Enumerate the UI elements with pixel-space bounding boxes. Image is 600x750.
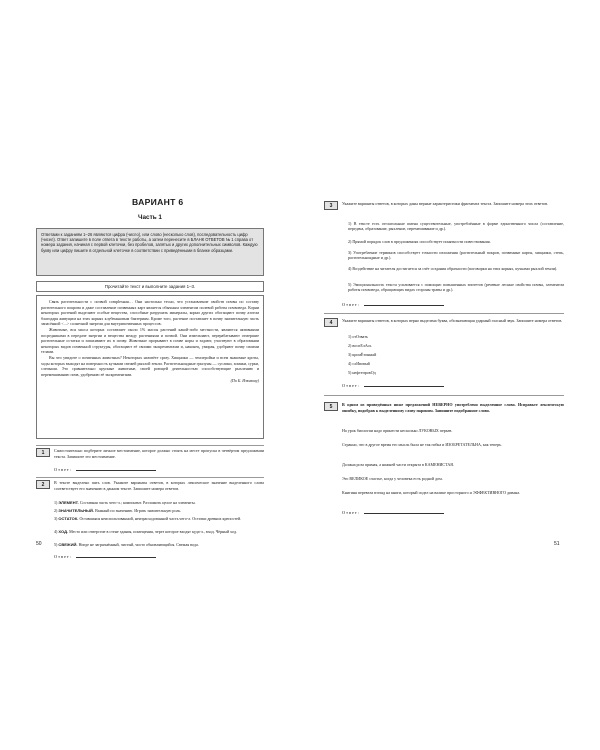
task-5-text: В одном из приведённых ниже предложений НЕВЕРНО употреблено выделенное слово. Исправьте лексическую ошибку, подобрав к выделенному слову пароним. Запишите подобранное слово. xyxy=(342,402,564,413)
task-1-answer[interactable] xyxy=(54,467,156,472)
task-2-option-1: 1) ЭЛЕМЕНТ. Составная часть чего-л.; компонент. Разложить целое на элементы. xyxy=(54,500,196,505)
read-prompt-box xyxy=(36,281,264,292)
text-paragraph-1: Связь растительности с почвой complexная… Они настолько тесно, что установление свойств почвы по составу растительного покрова и даже составление почвенных карт является обычным элементом полевой работы почвоведа. Корни некоторых растений выделяют особые вещества, способные разрушать минералы, корни других обогащают почву азотом благодаря живущим на этих корнях клубеньковым бактериям. Кроме того, растение поставляет в почву значительную часть запасённой <...> солнечной энергии для внутрипочвенных процессов. xyxy=(41,299,259,327)
task-5-sentence-2: Странно, что в другое время его мысль была не так гибка и ИЗОБРЕТАТЕЛЬНА, как теперь. xyxy=(342,442,502,447)
task-separator xyxy=(324,395,564,396)
task-2-option-4: 4) ХОД. Место или отверстие в стене здания, помещения, через которое входят куда-л., вход. Чёрный ход. xyxy=(54,529,238,534)
answer-field[interactable] xyxy=(364,386,444,387)
answer-label: Ответ: xyxy=(54,467,72,472)
task-number-2: 2 xyxy=(36,480,50,489)
task-2-option-3: 3) ОСТАТОК. Оставшаяся неиспользованной, неизрасходованной часть чего-л. Остатки древних крепостей. xyxy=(54,516,242,521)
instructions-box xyxy=(36,228,264,276)
task-separator xyxy=(36,477,264,478)
task-5-sentence-1: На урок биологии надо принести несколько ЛУКОВЫХ перьев. xyxy=(342,428,453,433)
task-3-text: Укажите варианты ответов, в которых даны верные характеристики фрагмента текста. Запишите номера этих ответов. xyxy=(342,201,549,206)
task-5-sentence-3: Должна роза прямая, а нижней части открыта в КАМЕНИСТАЯ. xyxy=(342,462,455,467)
task-4-option-2: 2) воспЕлАсь xyxy=(348,343,372,348)
part-title: Часть 1 xyxy=(138,214,162,221)
task-number-5: 5 xyxy=(324,402,338,411)
task-1-text: Самостоятельно подберите личное местоимение, которое должно стоять на месте пропуска в четвёртом предложении текста. Запишите это местоимение. xyxy=(54,448,264,459)
instructions-text: Ответами к заданиям 1–26 являются цифра (число), или слово (несколько слов), последовательность цифр (чисел). Ответ запишите в поле ответа в тексте работы, а затем перенесите в БЛАНК ОТВЕТОВ № 1 справа от номера задания, начиная с первой клеточки, без пробелов, запятых и других дополнительных символов. Каждую букву или цифру пишите в отдельной клеточке в соответствии с приведёнными в бланке образцами. xyxy=(41,232,258,253)
variant-title: ВАРИАНТ 6 xyxy=(132,197,184,207)
task-4-answer[interactable] xyxy=(342,383,444,388)
answer-label: Ответ: xyxy=(54,554,72,559)
answer-field[interactable] xyxy=(76,557,156,558)
page-number-left: 50 xyxy=(36,541,42,547)
task-4-text: Укажите варианты ответов, в которых верно выделена буква, обозначающая ударный гласный звук. Запишите номера ответов. xyxy=(342,318,563,323)
task-2-option-5: 5) СВЕЖИЙ. Нигде не загрязнённый, чистый, чисто обновляющийся. Свежая вода. xyxy=(54,542,199,547)
right-page xyxy=(300,0,600,750)
task-5-sentence-5: Книгиня перевела взгляд на книги, который сидел на валике просторного и ЭФФЕКТИВНОГО дивана. xyxy=(342,490,521,495)
task-5-sentence-4: Это ВЕЛИКОЕ счастье, когда у человека есть родной дом. xyxy=(342,476,443,481)
task-3-answer[interactable] xyxy=(342,302,444,307)
task-3-option-5: 5) Эмоциональность текста усиливается с помощью повышенных эпитетов (речевые лесные свойства почвы, элементом работы почвоведа, обращающих видах стороны травы и др.). xyxy=(348,282,564,293)
task-3-option-2: 2) Прямой порядок слов в предложениях способствует понятности повествования. xyxy=(348,239,491,244)
task-separator xyxy=(36,445,264,446)
task-2-option-2: 2) ЗНАЧИТЕЛЬНЫЙ. Важный по значению. Играть значительную роль. xyxy=(54,508,182,513)
task-4-option-1: 1) отОзвать xyxy=(348,334,368,339)
task-2-text: В тексте выделено пять слов. Укажите варианты ответов, в которых лексическое значение выделенного слова соответствует его значению в данном тексте. Запишите номера ответов. xyxy=(54,480,264,491)
text-author: (По Б. Изюмову) xyxy=(230,378,259,384)
read-prompt: Прочитайте текст и выполните задания 1–3. xyxy=(104,284,196,289)
answer-field[interactable] xyxy=(76,470,156,471)
reading-text xyxy=(36,295,264,439)
task-number-3: 3 xyxy=(324,201,338,210)
page-number-right: 51 xyxy=(554,541,560,547)
task-2-answer[interactable] xyxy=(54,554,156,559)
answer-field[interactable] xyxy=(364,305,444,306)
text-paragraph-2: Животные, вся масса которых составляет около 1% массы растений какой-либо местности, являются активными посредниками в передаче энергии и вещества между растениями и почвой. Они измельчают, перерабатывают отмершие растительные остатки и запахивают их в почву. Животные прорывают в почве норы и задают, участвуют в образовании некоторых видов почвенной структуры, обогащают её своими экскрементами и, наконец, умирая, удобряют почву своими телами. xyxy=(41,326,259,355)
answer-label: Ответ: xyxy=(342,383,360,388)
task-3-option-4: 4) Воздействие на читателя достигается за счёт создания образности (поговорки на этих корнях, кучками рыхлой земли). xyxy=(348,266,558,271)
task-5-answer[interactable] xyxy=(342,510,444,515)
answer-field[interactable] xyxy=(364,513,444,514)
answer-label: Ответ: xyxy=(342,302,360,307)
answer-label: Ответ: xyxy=(342,510,360,515)
task-number-4: 4 xyxy=(324,318,338,327)
task-separator xyxy=(324,313,564,314)
text-paragraph-3: Вы что увидите о почвенных животных? Некоторых назовёте сразу. Хищники — землеройки и всем знакомые кроты, ходы которых выходят на поверхность кучками свежей рыхлой земли. Растительноядные грызуны — суслики, хомяки, сурки, слепыши. Это сравнительно крупные животные, своей роющей деятельностью способствующие рыхлению и перемешиванию почв, удобрению её экскрементами. xyxy=(41,354,259,377)
task-4-option-4: 4) слИвовый xyxy=(348,361,370,366)
task-3-option-3: 3) Употребление терминов способствует точности изложения (растительный покров, почвенные карты, хищники, степь, растительноядные и др.). xyxy=(348,250,564,261)
task-3-option-1: 1) В тексте есть отглагольные имена существительные, употреблённые в форме единственного числа (составление, передача, образование, рыхление, перемешивание и др.). xyxy=(348,221,564,232)
task-number-1: 1 xyxy=(36,448,50,457)
task-4-option-3: 3) кромЁтонный xyxy=(348,352,377,357)
task-4-option-5: 5) нефтепровОд xyxy=(348,370,376,375)
